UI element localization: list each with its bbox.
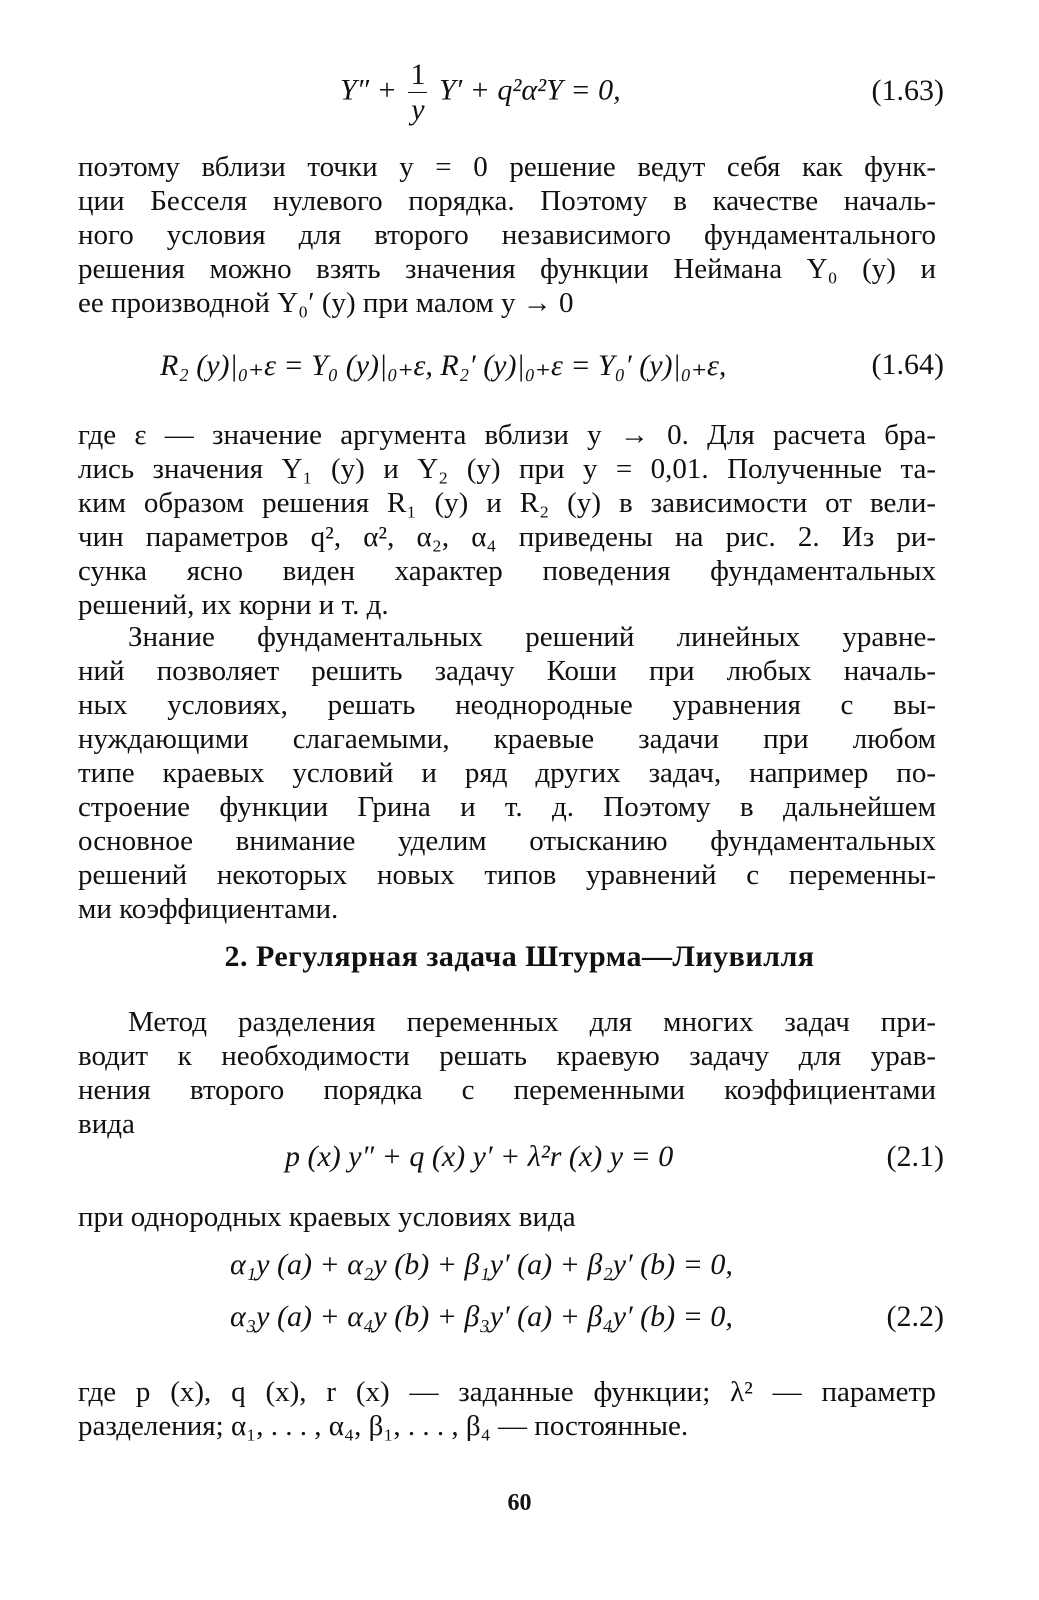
- text-line: решения можно взять значения функции Неймана Y₀ (y) и: [78, 253, 936, 285]
- equation-2-1: [0, 1140, 1039, 1180]
- equation-number-1-63: (1.63): [871, 74, 944, 107]
- text-line: ции Бесселя нулевого порядка. Поэтому в качестве началь-: [78, 185, 936, 217]
- page-number: 60: [507, 1490, 532, 1516]
- paragraph-definitions: [78, 1375, 936, 1443]
- text-line: решений, их корни и т. д.: [78, 589, 389, 621]
- text-line: ми коэффициентами.: [78, 893, 339, 925]
- text-line: ных условиях, решать неоднородные уравнения с вы-: [78, 689, 936, 721]
- text-line: вида: [78, 1108, 135, 1140]
- text-line: решений некоторых новых типов уравнений с переменны-: [78, 859, 936, 891]
- paragraph-separation-method: [78, 1005, 936, 1141]
- fraction-denominator: y: [411, 93, 425, 126]
- equation-number-2-2: (2.2): [886, 1300, 944, 1333]
- text-line: строение функции Грина и т. д. Поэтому в дальнейшем: [78, 791, 936, 823]
- text-line: лись значения Y₁ (y) и Y₂ (y) при y = 0,01. Полученные та-: [78, 453, 936, 485]
- fraction-one-over-y: [408, 58, 427, 127]
- section-heading: 2. Регулярная задача Штурма—Лиувилля: [224, 940, 815, 973]
- text-line: нуждающими слагаемыми, краевые задачи при любом: [78, 723, 936, 755]
- text-line: чин параметров q², α², α₂, α₄ приведены на рис. 2. Из ри-: [78, 521, 936, 553]
- equation-2-2-line-1: α₁y (a) + α₂y (b) + β₁y′ (a) + β₂y′ (b) = 0,: [230, 1248, 733, 1281]
- text-line: Знание фундаментальных решений линейных уравне-: [128, 621, 936, 653]
- text-line: ного условия для второго независимого фундаментального: [78, 219, 936, 251]
- paragraph-calculation: [78, 418, 936, 622]
- text-line: Метод разделения переменных для многих задач при-: [128, 1006, 936, 1038]
- text-line: основное внимание уделим отысканию фундаментальных: [78, 825, 936, 857]
- equation-2-2-line-2: α₃y (a) + α₄y (b) + β₃y′ (a) + β₄y′ (b) = 0,: [230, 1300, 733, 1333]
- text-line: типе краевых условий и ряд других задач, например по-: [78, 757, 936, 789]
- text-line: разделения; α₁, . . . , α₄, β₁, . . . , β₄ — постоянные.: [78, 1410, 689, 1442]
- equation-1-63-right: Y′ + q²α²Y = 0,: [438, 73, 621, 107]
- equation-number-1-64: (1.64): [871, 348, 944, 381]
- equation-2-1-body: p (x) y″ + q (x) y′ + λ²r (x) y = 0: [285, 1140, 674, 1173]
- text-line: ний позволяет решить задачу Коши при любых началь-: [78, 655, 936, 687]
- equation-2-2: [0, 1248, 1039, 1338]
- equation-1-64: [0, 348, 1039, 388]
- fraction-numerator: 1: [410, 58, 426, 91]
- paragraph-fundamental-solutions: [78, 620, 936, 926]
- equation-1-63-left: Y″ +: [340, 73, 397, 107]
- text-line: нения второго порядка с переменными коэффициентами: [78, 1074, 936, 1106]
- paragraph-neumann-condition: [78, 150, 936, 320]
- equation-1-64-body: R₂ (y)|₀₊ε = Y₀ (y)|₀₊ε, R₂′ (y)|₀₊ε = Y₀′ (y)|₀₊ε,: [160, 349, 727, 382]
- text-line: ее производной Y₀′ (y) при малом y → 0: [78, 287, 574, 319]
- text-line: поэтому вблизи точки y = 0 решение ведут себя как функ-: [78, 151, 936, 183]
- equation-number-2-1: (2.1): [886, 1140, 944, 1173]
- paragraph-boundary-conditions-intro: [78, 1200, 936, 1234]
- text-line: водит к необходимости решать краевую задачу для урав-: [78, 1040, 936, 1072]
- text-line: при однородных краевых условиях вида: [78, 1201, 576, 1233]
- text-line: где p (x), q (x), r (x) — заданные функции; λ² — параметр: [78, 1376, 936, 1408]
- text-line: ким образом решения R₁ (y) и R₂ (y) в зависимости от вели-: [78, 487, 936, 519]
- equation-1-63: [0, 50, 1039, 140]
- text-line: сунка ясно виден характер поведения фундаментальных: [78, 555, 936, 587]
- text-line: где ε — значение аргумента вблизи y → 0. Для расчета бра-: [78, 419, 936, 451]
